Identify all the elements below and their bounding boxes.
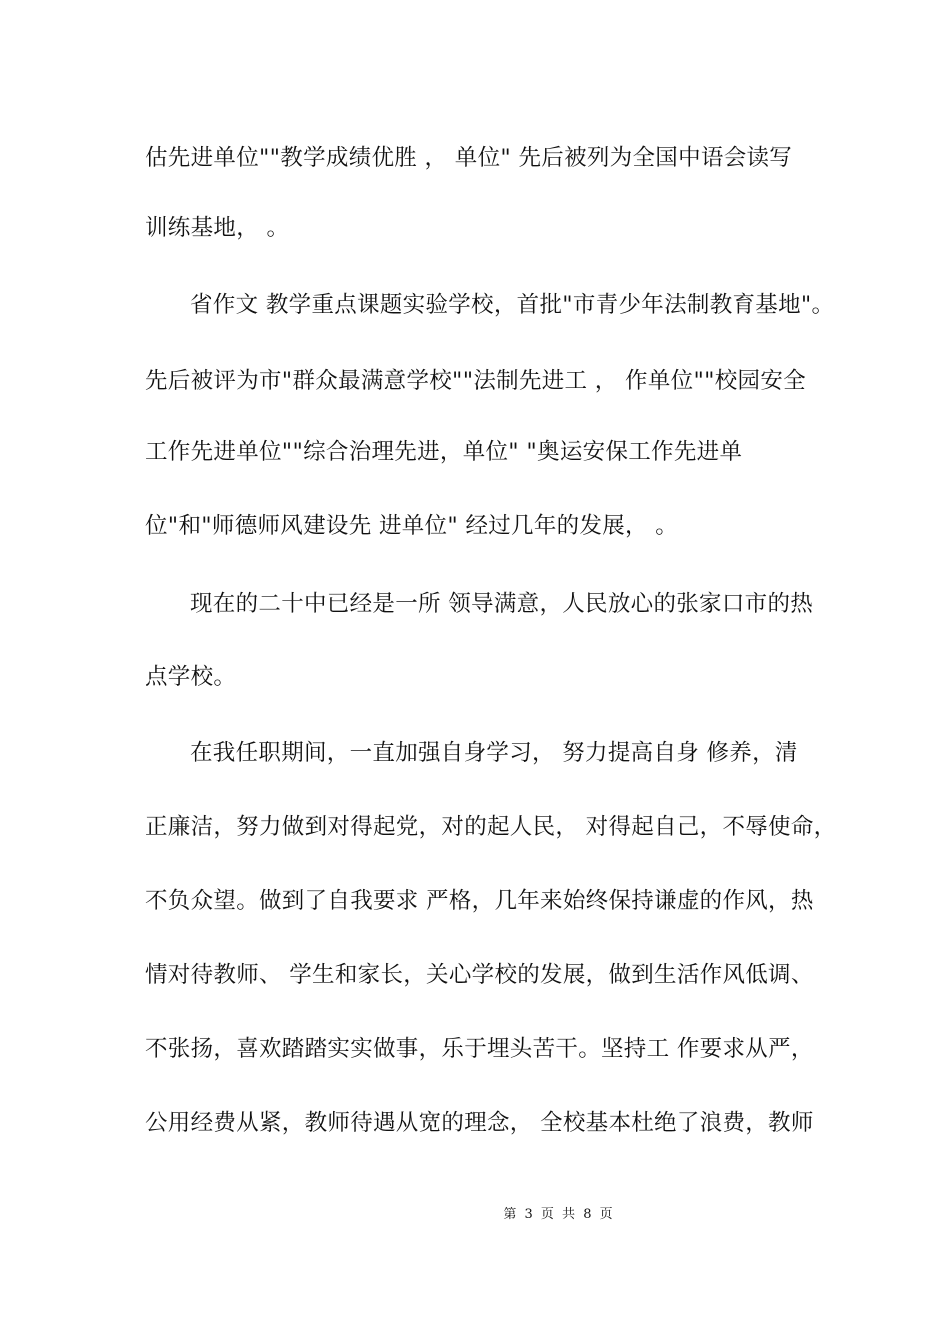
text-line-2: 训练基地， 。 <box>145 215 290 241</box>
text-line-1: 估先进单位""教学成绩优胜 ， 单位" 先后被列为全国中语会读写 <box>145 145 793 171</box>
text-line-13: 不张扬，喜欢踏踏实实做事，乐于埋头苦干。坚持工 作要求从严， <box>145 1036 814 1062</box>
page-number-footer: 第 3 页 共 8 页 <box>503 1207 615 1222</box>
text-line-9: 在我任职期间，一直加强自身学习， 努力提高自身 修养，清 <box>190 740 798 766</box>
text-line-4: 先后被评为市"群众最满意学校""法制先进工 ， 作单位""校园安全 <box>145 368 806 394</box>
text-line-12: 情对待教师、 学生和家长，关心学校的发展，做到生活作风低调、 <box>145 962 814 988</box>
text-line-5: 工作先进单位""综合治理先进，单位" "奥运安保工作先进单 <box>145 439 743 465</box>
text-line-11: 不负众望。做到了自我要求 严格，几年来始终保持谦虚的作风，热 <box>145 888 814 914</box>
text-line-3: 省作文 教学重点课题实验学校，首批"市青少年法制教育基地"。 <box>190 292 835 318</box>
text-line-14: 公用经费从紧，教师待遇从宽的理念， 全校基本杜绝了浪费，教师 <box>145 1110 814 1136</box>
text-line-7: 现在的二十中已经是一所 领导满意，人民放心的张家口市的热 <box>190 591 814 617</box>
text-line-6: 位"和"师德师风建设先 进单位" 经过几年的发展， 。 <box>145 513 679 539</box>
text-line-8: 点学校。 <box>145 664 237 690</box>
text-line-10: 正廉洁，努力做到对得起党，对的起人民， 对得起自己，不辱使命， <box>145 814 837 840</box>
